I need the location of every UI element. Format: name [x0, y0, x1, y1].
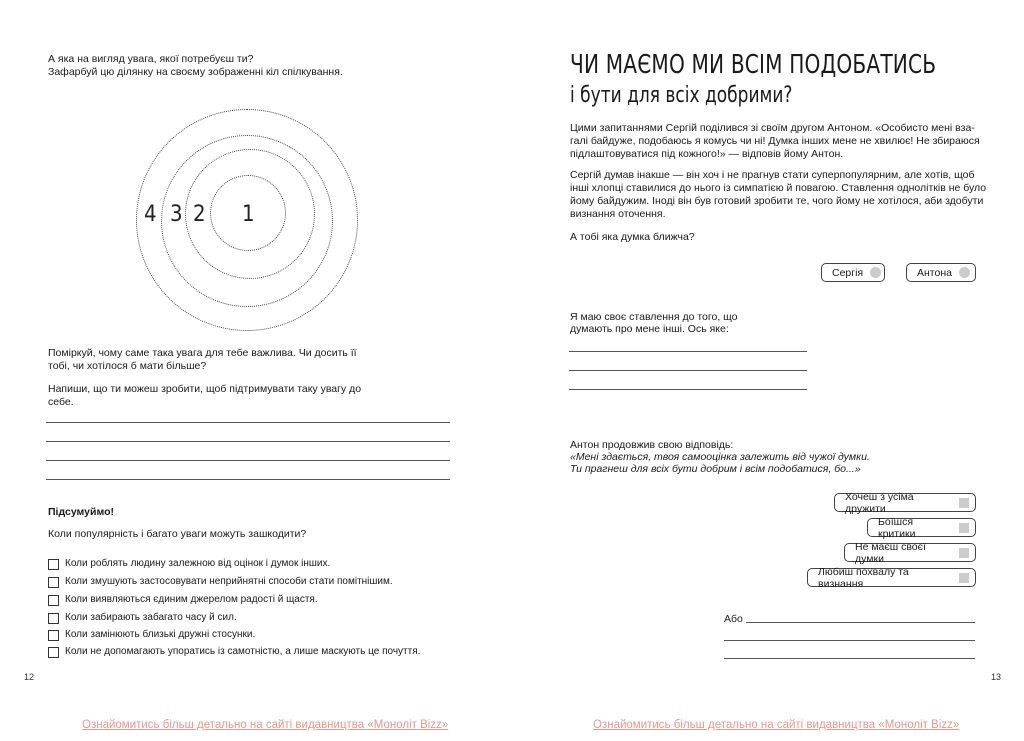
radio-dot-icon[interactable] [959, 267, 970, 278]
checklist-item[interactable] [48, 646, 420, 658]
reason-label: Хочеш з усіма дружити [845, 490, 914, 515]
support-line-1: Напиши, що ти можеш зробити, щоб підтримувати таку увагу до [48, 383, 362, 395]
checklist-label: Коли замінюють близькі дружні стосунки. [65, 629, 256, 640]
checklist-item[interactable] [48, 558, 330, 570]
option-label: Сергія [832, 266, 864, 279]
checklist-label: Коли змушують застосовувати неприйнятні способи стати помітнішим. [65, 576, 393, 587]
write-line[interactable] [746, 622, 975, 623]
publisher-link-left[interactable]: Ознайомитись більш детально на сайті видавництва «Моноліт Bizz» [82, 719, 449, 731]
reason-label: Любиш похвалу та визнання [818, 565, 909, 590]
page-number-right: 13 [991, 672, 1002, 682]
checklist-label: Коли не допомагають упоратись із самотністю, а лише маскують це почуття. [65, 646, 421, 657]
write-line[interactable] [569, 351, 807, 352]
intro-line-1: А яка на вигляд увага, якої потребуєш ти? [48, 53, 254, 65]
attitude-line-2: думають про мене інші. Ось яке: [570, 323, 729, 335]
reason-option[interactable] [807, 565, 976, 590]
option-sergiy-button[interactable] [821, 263, 885, 282]
anton-quote-line-2: Ти прагнеш для всіх бути добрим і всім подобатися, бо...» [570, 463, 861, 475]
attitude-line-1: Я маю своє ставлення до того, що [570, 311, 738, 323]
write-line[interactable] [569, 389, 807, 390]
checkbox[interactable] [48, 647, 59, 658]
summary-question: Коли популярність і багато уваги можуть зашкодити? [48, 528, 307, 540]
anton-quote-line-1: «Мені здається, твоя самооцінка залежить від чужої думки. [570, 451, 870, 463]
para1-line-2: галі байдуже, подобаюсь я комусь чи ні! Думка інших мене не хвилює! Не збираюся [570, 135, 980, 147]
intro-line-2: Зафарбуй цю ділянку на своєму зображенні кіл спілкування. [48, 66, 343, 78]
page-title: ЧИ МАЄМО МИ ВСІМ ПОДОБАТИСЬ [570, 50, 937, 80]
checkbox-square-icon[interactable] [959, 573, 969, 583]
para2-line-3: йому байдужим. Іноді він був готовий зробити те, чого йому не хотілося, аби здобути [570, 195, 984, 207]
question: А тобі яка думка ближча? [570, 231, 695, 243]
checkbox[interactable] [48, 577, 59, 588]
summary-heading: Підсумуймо! [48, 506, 114, 518]
page-number-left: 12 [24, 672, 35, 682]
support-line-2: себе. [48, 396, 74, 408]
para2-line-2: інші хлопці ставилися до нього із симпатією й повагою. Ставлення однолітків не було [570, 182, 987, 194]
radio-dot-icon[interactable] [870, 267, 881, 278]
or-label: Або [724, 613, 743, 625]
write-line[interactable] [46, 460, 450, 461]
write-line[interactable] [724, 640, 975, 641]
checkbox[interactable] [48, 630, 59, 641]
page-subtitle: і бути для всіх добрими? [570, 83, 793, 108]
write-line[interactable] [46, 479, 450, 480]
write-line[interactable] [46, 422, 450, 423]
checklist-item[interactable] [48, 594, 318, 606]
checklist-item[interactable] [48, 629, 255, 641]
reflect-line-1: Поміркуй, чому саме така увага для тебе важлива. Чи досить її [48, 347, 357, 359]
ring-label-3: 3 [170, 202, 183, 227]
ring-label-2: 2 [193, 202, 206, 227]
checklist-item[interactable] [48, 576, 393, 588]
write-line[interactable] [46, 441, 450, 442]
checkbox-square-icon[interactable] [959, 548, 969, 558]
ring-label-1: 1 [242, 202, 255, 227]
para2-line-1: Сергій думав інакше — він хоч і не прагнув стати суперпопулярним, але хотів, щоб [570, 169, 975, 181]
checkbox[interactable] [48, 595, 59, 606]
anton-intro: Антон продовжив свою відповідь: [570, 439, 734, 451]
write-line[interactable] [569, 370, 807, 371]
reflect-line-2: тобі, чи хотілося б мати більше? [48, 360, 207, 372]
reason-label: Не маєш своєї думки [855, 540, 926, 565]
checklist-item[interactable] [48, 612, 237, 624]
checkbox[interactable] [48, 613, 59, 624]
checkbox-square-icon[interactable] [959, 498, 969, 508]
option-label: Антона [917, 266, 952, 279]
publisher-link-right[interactable]: Ознайомитись більш детально на сайті видавництва «Моноліт Bizz» [593, 719, 960, 731]
para1-line-3: підлаштовуватися під кожного!» — відповів йому Антон. [570, 148, 844, 160]
checklist-label: Коли забирають забагато часу й сил. [65, 612, 237, 623]
option-anton-button[interactable] [906, 263, 976, 282]
checkbox[interactable] [48, 559, 59, 570]
checklist-label: Коли виявляються єдиним джерелом радості й щастя. [65, 594, 318, 605]
checklist-label: Коли роблять людину залежною від оцінок і думок інших. [65, 558, 331, 569]
ring-label-4: 4 [144, 202, 157, 227]
reason-option[interactable] [834, 490, 976, 515]
reason-label: Боїшся критики [878, 515, 916, 540]
para2-line-4: визнання оточення. [570, 208, 666, 220]
reason-option[interactable] [867, 515, 976, 540]
checkbox-square-icon[interactable] [959, 523, 969, 533]
reason-option[interactable] [844, 540, 976, 565]
para1-line-1: Цими запитаннями Сергій поділився зі своїм другом Антоном. «Особисто мені вза- [570, 122, 975, 134]
write-line[interactable] [724, 658, 975, 659]
